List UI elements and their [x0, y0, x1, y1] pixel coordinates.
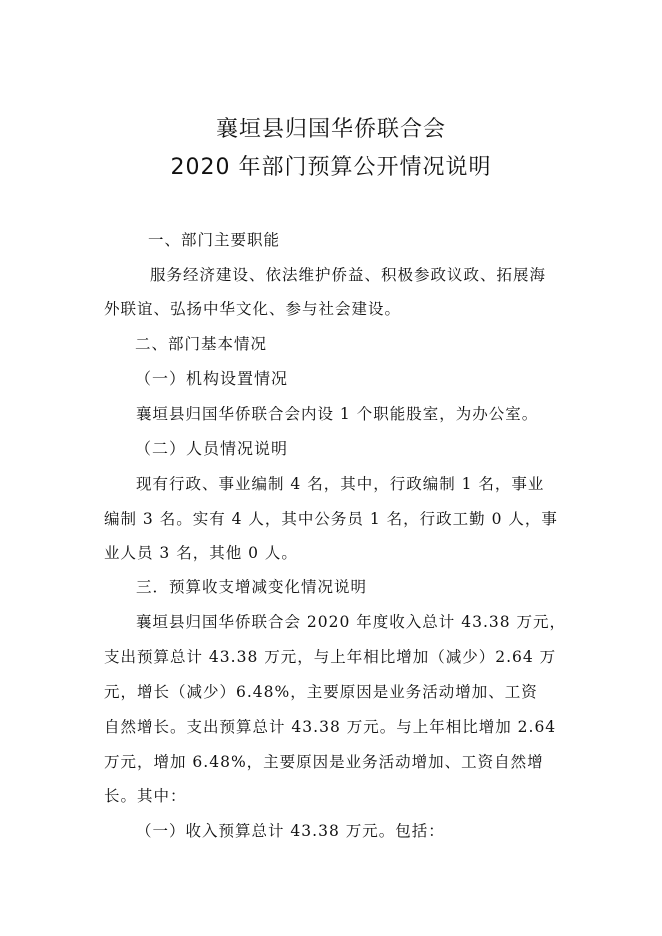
section3-line5: 万元，增加 6.48%，主要原因是业务活动增加、工资自然增	[104, 753, 544, 771]
section3-line3: 元，增长（减少）6.48%，主要原因是业务活动增加、工资	[104, 683, 538, 701]
section2-sub2-heading: （二）人员情况说明	[135, 439, 289, 458]
section3-line2: 支出预算总计 43.38 万元，与上年相比增加（减少）2.64 万	[104, 648, 557, 666]
section2-sub2-line3: 业人员 3 名，其他 0 人。	[104, 544, 298, 562]
section2-sub2-line2: 编制 3 名。实有 4 人，其中公务员 1 名，行政工勤 0 人，事	[104, 510, 558, 528]
section1-body-line1: 服务经济建设、依法维护侨益、积极参政议政、拓展海	[150, 266, 547, 284]
section3-line1: 襄垣县归国华侨联合会 2020 年度收入总计 43.38 万元，	[136, 613, 567, 631]
section2-sub1-heading: （一）机构设置情况	[135, 369, 289, 388]
document-title-line1: 襄垣县归国华侨联合会	[215, 117, 446, 142]
section2-sub2-line1: 现有行政、事业编制 4 名，其中，行政编制 1 名，事业	[136, 475, 545, 493]
section3-line4: 自然增长。支出预算总计 43.38 万元。与上年相比增加 2.64	[104, 718, 557, 736]
section3-line6: 长。其中：	[104, 787, 187, 805]
section2-sub1-body: 襄垣县归国华侨联合会内设 1 个职能股室，为办公室。	[136, 405, 539, 423]
section2-heading: 二、部门基本情况	[135, 335, 268, 353]
section1-body-line2: 外联谊、弘扬中华文化、参与社会建设。	[104, 300, 402, 318]
section3-sub1: （一）收入预算总计 43.38 万元。包括：	[136, 822, 445, 840]
section1-heading: 一、部门主要职能	[148, 231, 281, 249]
document-title-line2: 2020 年部门预算公开情况说明	[170, 155, 492, 180]
section3-heading: 三．预算收支增减变化情况说明	[136, 578, 368, 596]
